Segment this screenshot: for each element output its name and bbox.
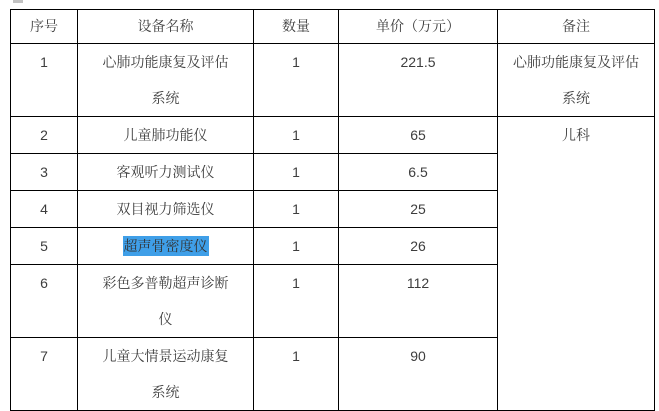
cell-quantity: 1 [254, 154, 339, 191]
cell-quantity: 1 [254, 117, 339, 154]
header-remark: 备注 [498, 10, 655, 44]
cell-quantity: 1 [254, 338, 339, 411]
cell-equipment-name: 儿童肺功能仪 [78, 117, 254, 154]
equipment-table [10, 9, 655, 411]
cell-unit-price: 221.5 [339, 44, 498, 117]
header-row [11, 10, 655, 44]
cell-serial: 2 [11, 117, 78, 154]
table-row [11, 117, 655, 154]
header-equipment-name: 设备名称 [78, 10, 254, 44]
cell-serial: 5 [11, 228, 78, 265]
cell-remark: 心肺功能康复及评估系统 [498, 44, 655, 117]
cell-serial: 4 [11, 191, 78, 228]
cell-unit-price: 112 [339, 265, 498, 338]
cell-serial: 3 [11, 154, 78, 191]
cell-equipment-name: 儿童大情景运动康复系统 [78, 338, 254, 411]
header-unit-price: 单价（万元） [339, 10, 498, 44]
table-row [11, 44, 655, 117]
cell-unit-price: 65 [339, 117, 498, 154]
cell-equipment-name: 彩色多普勒超声诊断仪 [78, 265, 254, 338]
cell-unit-price: 90 [339, 338, 498, 411]
cropped-content-fragment [13, 0, 23, 3]
cell-remark-merged: 儿科 [498, 117, 655, 411]
cell-quantity: 1 [254, 228, 339, 265]
cell-serial: 1 [11, 44, 78, 117]
cell-unit-price: 6.5 [339, 154, 498, 191]
cell-equipment-name: 双目视力筛选仪 [78, 191, 254, 228]
cell-serial: 7 [11, 338, 78, 411]
header-serial: 序号 [11, 10, 78, 44]
cell-quantity: 1 [254, 265, 339, 338]
cell-serial: 6 [11, 265, 78, 338]
selected-text[interactable]: 超声骨密度仪 [123, 238, 208, 254]
cell-equipment-name [78, 228, 254, 265]
header-quantity: 数量 [254, 10, 339, 44]
cell-quantity: 1 [254, 44, 339, 117]
cell-equipment-name: 客观听力测试仪 [78, 154, 254, 191]
cell-quantity: 1 [254, 191, 339, 228]
cell-unit-price: 26 [339, 228, 498, 265]
cell-unit-price: 25 [339, 191, 498, 228]
cell-equipment-name: 心肺功能康复及评估系统 [78, 44, 254, 117]
